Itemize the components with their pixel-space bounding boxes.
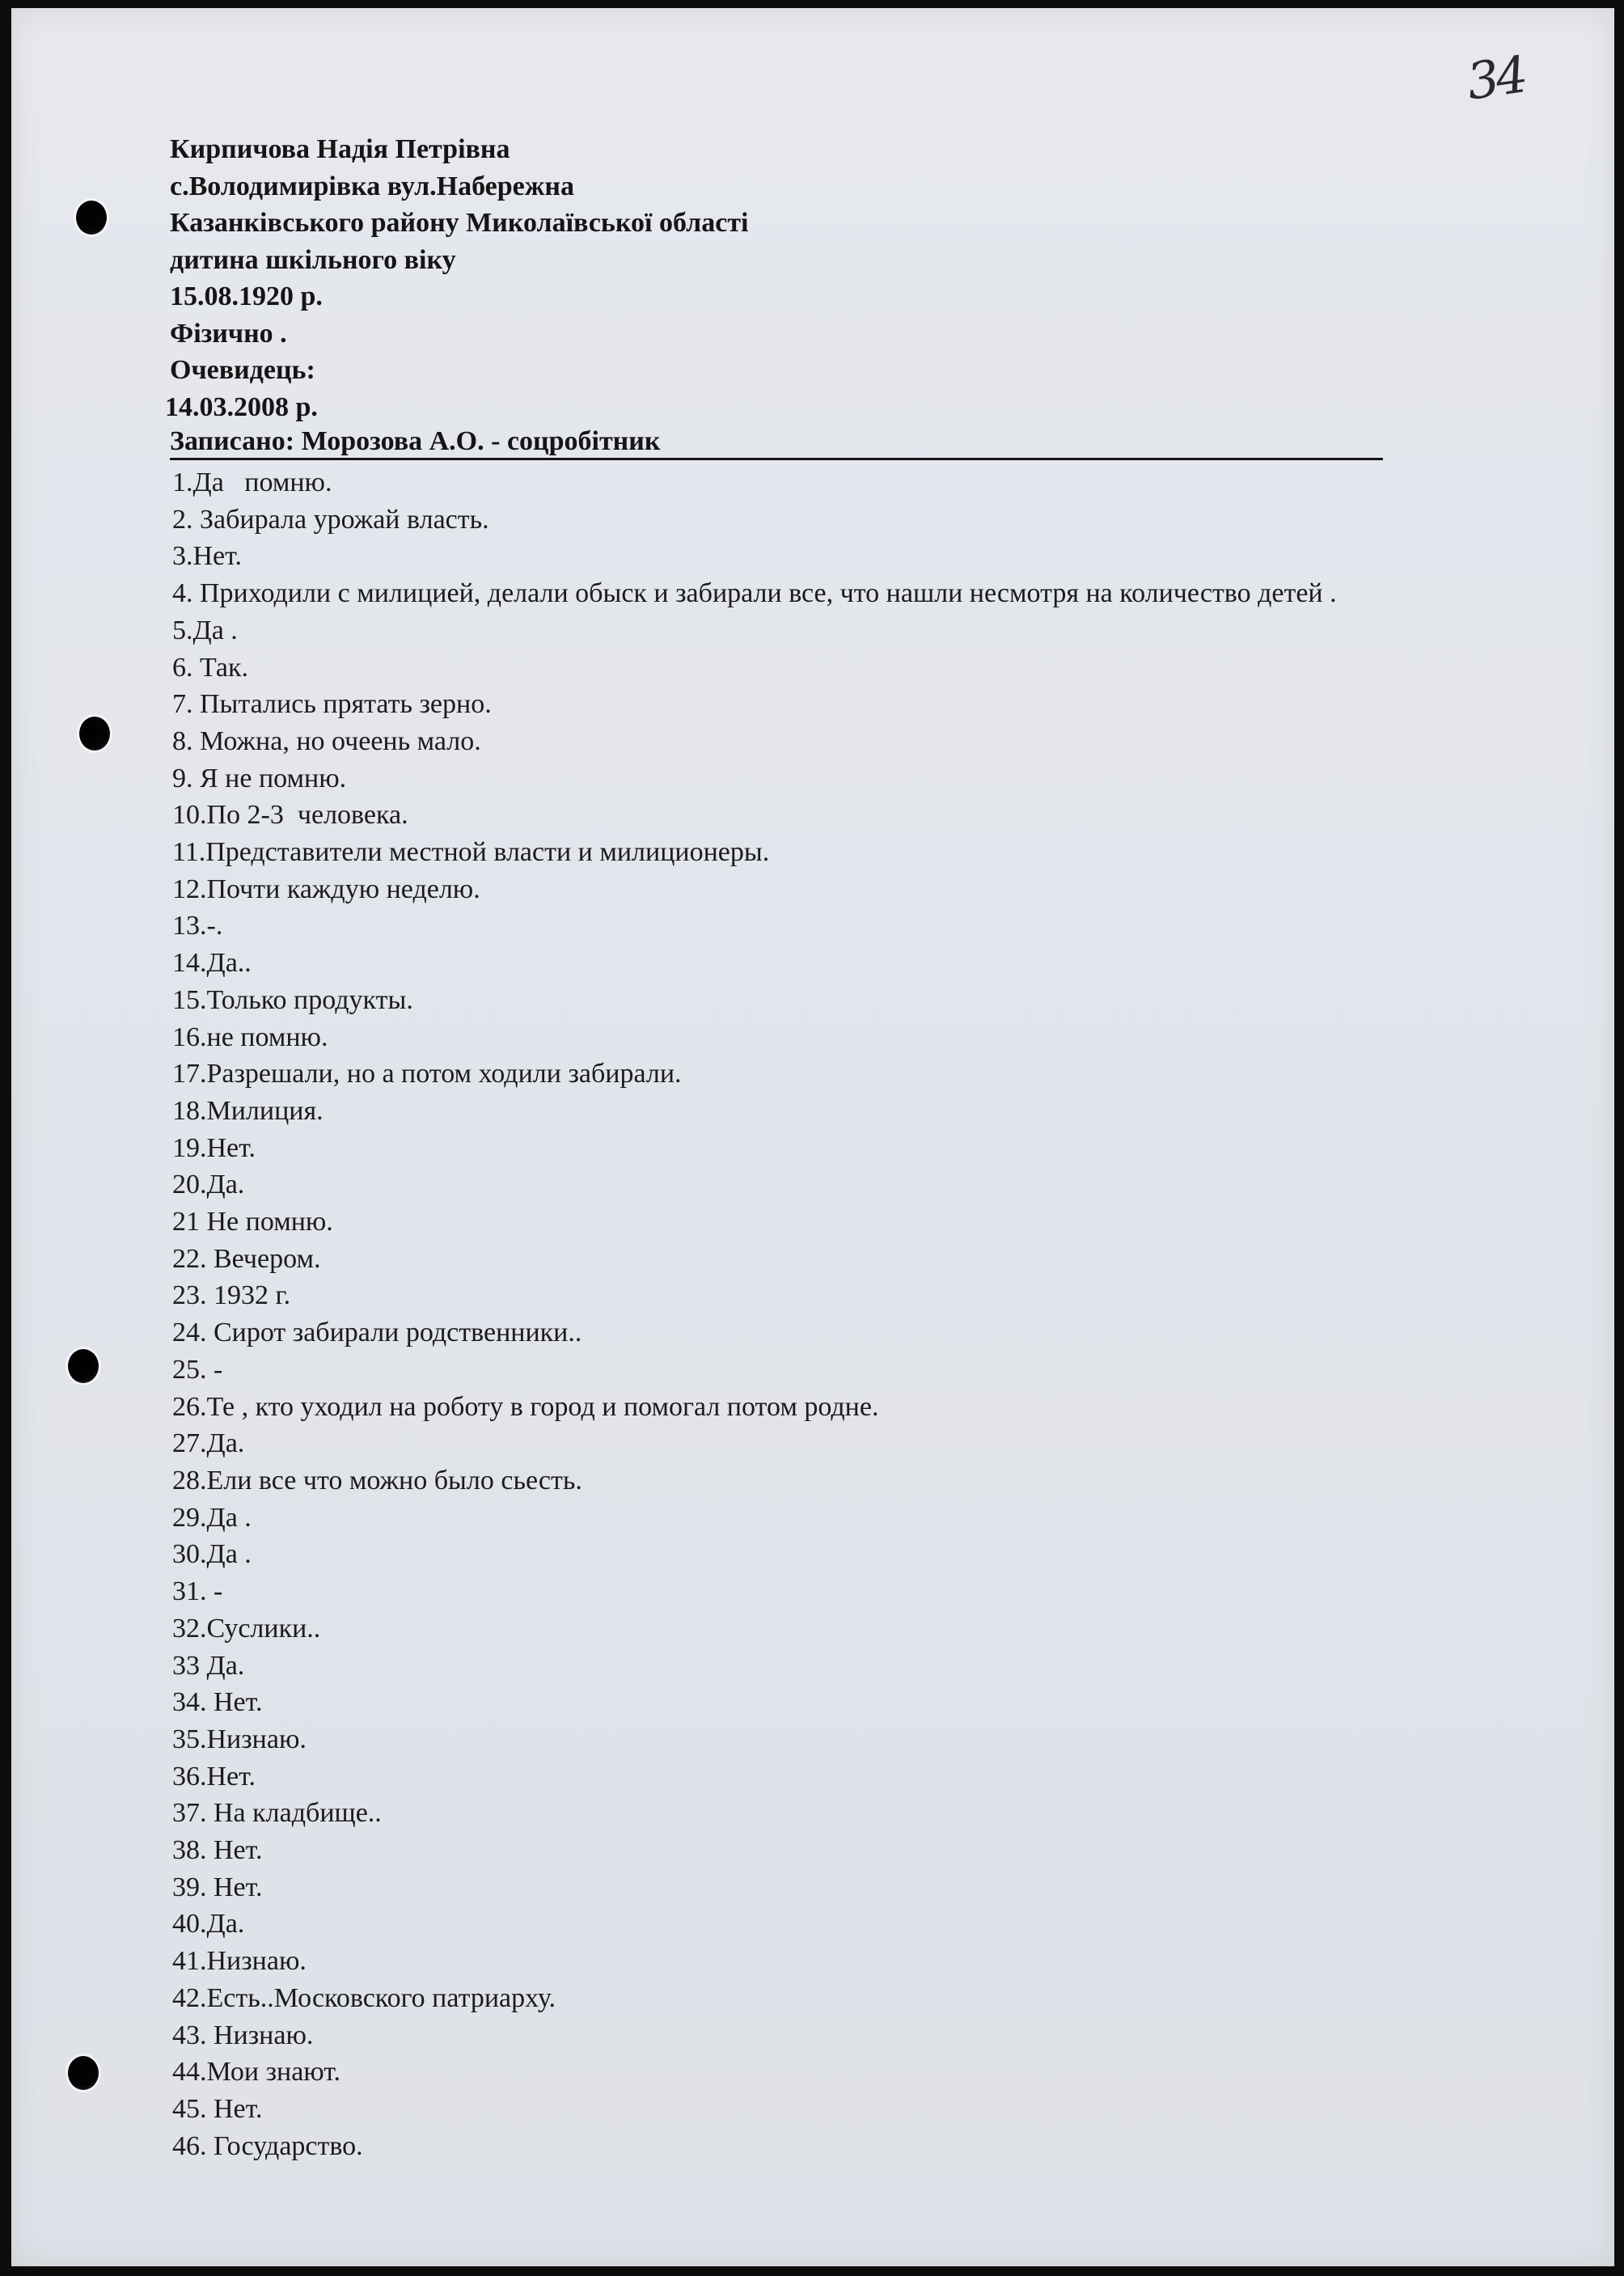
answer-item: 46. Государство. (172, 2130, 363, 2161)
punch-hole-icon (68, 1349, 99, 1383)
answer-item: 44.Мои знают. (172, 2057, 341, 2088)
answer-item: 10.По 2-3 человека. (172, 800, 408, 831)
answer-item: 2. Забирала урожай власть. (172, 504, 489, 535)
answer-item: 9. Я не помню. (172, 763, 347, 793)
answer-item: 14.Да.. (172, 948, 252, 979)
answer-item: 43. Низнаю. (172, 2020, 314, 2050)
handwritten-page-number: 34 (1463, 44, 1529, 112)
answer-item: 23. 1932 г. (172, 1280, 291, 1311)
answer-item: 17.Разрешали, но а потом ходили забирали. (172, 1059, 682, 1089)
answer-item: 33 Да. (172, 1650, 245, 1681)
answer-item: 16.не помню. (172, 1022, 328, 1052)
recorded-by: Записано: Морозова А.О. - соцробітник (170, 425, 1383, 460)
answer-item: 41.Низнаю. (172, 1946, 307, 1977)
answer-item: 31. - (172, 1576, 223, 1607)
answer-item: 7. Пытались прятать зерно. (172, 689, 492, 720)
answer-item: 24. Сирот забирали родственники.. (172, 1318, 582, 1348)
answers-list (172, 464, 1337, 2164)
respondent-age-group: дитина шкільного віку (170, 244, 456, 275)
answer-item: 40.Да. (172, 1909, 245, 1940)
answer-item: 11.Представители местной власти и милиционеры. (172, 837, 770, 868)
answer-item: 19.Нет. (172, 1132, 256, 1163)
respondent-name: Кирпичова Надія Петрівна (170, 134, 510, 164)
answer-item: 15.Только продукты. (172, 984, 413, 1015)
answer-item: 4. Приходили с милицией, делали обыск и забирали все, что нашли несмотря на количество детей . (172, 578, 1337, 609)
answer-item: 32.Суслики.. (172, 1613, 321, 1644)
respondent-address-street: с.Володимирівка вул.Набережна (170, 171, 575, 201)
answer-item: 37. На кладбище.. (172, 1798, 382, 1829)
answer-item: 45. Нет. (172, 2093, 263, 2124)
punch-hole-icon (76, 201, 107, 235)
answer-item: 27.Да. (172, 1428, 245, 1459)
answer-item: 28.Ели все что можно было сьесть. (172, 1465, 582, 1495)
respondent-status: Фізично . (170, 318, 287, 349)
document-header (165, 131, 1383, 460)
answer-item: 25. - (172, 1354, 223, 1385)
record-date: 14.03.2008 р. (165, 391, 318, 422)
answer-item: 35.Низнаю. (172, 1724, 307, 1754)
punch-hole-icon (79, 717, 110, 751)
respondent-address-region: Казанківського району Миколаївської області (170, 208, 749, 238)
answer-item: 13.-. (172, 911, 223, 941)
witness-label: Очевидець: (170, 355, 315, 385)
answer-item: 3.Нет. (172, 541, 242, 572)
answer-item: 21 Не помню. (172, 1207, 333, 1237)
answer-item: 1.Да помню. (172, 467, 332, 497)
answer-item: 20.Да. (172, 1170, 245, 1200)
punch-hole-icon (68, 2056, 99, 2090)
answer-item: 42.Есть..Московского патриарху. (172, 1982, 556, 2013)
answer-item: 30.Да . (172, 1539, 252, 1570)
answer-item: 29.Да . (172, 1502, 252, 1533)
answer-item: 38. Нет. (172, 1835, 263, 1866)
answer-item: 8. Можна, но очеень мало. (172, 726, 481, 756)
answer-item: 36.Нет. (172, 1761, 256, 1792)
answer-item: 34. Нет. (172, 1687, 263, 1718)
paper-sheet (11, 8, 1614, 2266)
answer-item: 5.Да . (172, 615, 238, 645)
answer-item: 26.Те , кто уходил на роботу в город и помогал потом родне. (172, 1391, 879, 1422)
answer-item: 39. Нет. (172, 1872, 263, 1902)
respondent-birth-date: 15.08.1920 р. (170, 281, 323, 311)
answer-item: 6. Так. (172, 652, 249, 683)
answer-item: 22. Вечером. (172, 1243, 321, 1274)
answer-item: 18.Милиция. (172, 1095, 324, 1126)
answer-item: 12.Почти каждую неделю. (172, 874, 480, 904)
